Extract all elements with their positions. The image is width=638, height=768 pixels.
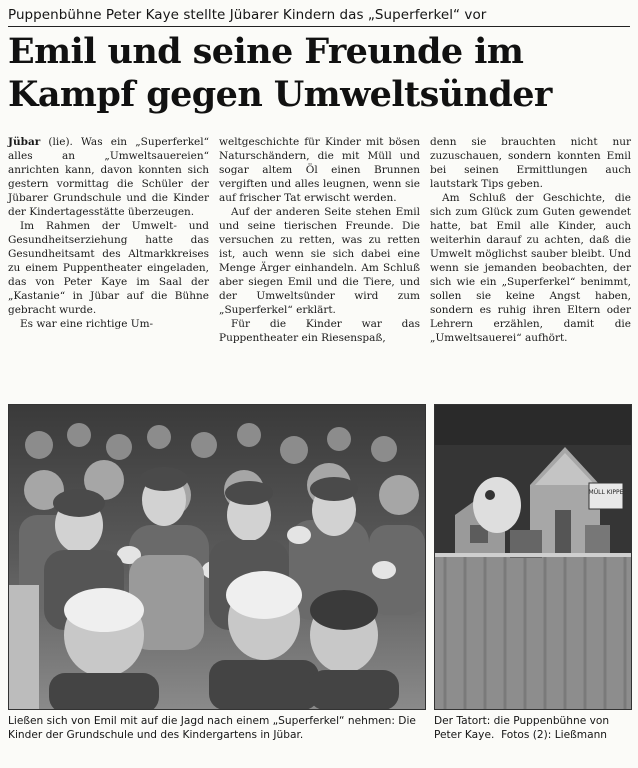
puppet-stage-photo (434, 404, 632, 710)
paragraph-text: (lie). Was ein „Superferkel“ alles an „Umweltsauereien“ anrichten kann, davon konnten sich gestern vormittag die Schüler der Jübarer Grundschule und die Kinder der Kindertagesstätte überzeugen. (8, 136, 209, 218)
paragraph: weltgeschichte für Kinder mit bösen Naturschändern, die mit Müll und sogar altem Öl einen Brunnen vergiften und alles leugnen, wenn sie auf frischer Tat erwischt werden. (219, 136, 420, 204)
paragraph: Es war eine richtige Um- (20, 318, 154, 330)
photo-credit: Fotos (2): Ließmann (494, 729, 608, 741)
paragraph: Im Rahmen der Umwelt- und Gesundheitserziehung hatte das Gesundheitsamt des Altmarkkreises zu einem Puppentheater eingeladen, das von Peter Kaye im Saal der „Kastanie“ in Jübar auf die Bühne gebracht wurde. (8, 220, 209, 316)
paragraph (8, 135, 209, 219)
audience-photo (8, 404, 426, 710)
article-column-3 (430, 135, 631, 345)
headline-line-1: Emil und seine Freunde im (8, 31, 524, 72)
article-column-1 (8, 135, 209, 331)
paragraph: Am Schluß der Geschichte, die sich zum Glück zum Guten gewendet hatte, bat Emil alle Kinder, auch weiterhin darauf zu achten, daß die Umwelt möglichst sauber bleibt. Und wenn sie jemanden beobachten, der sich wie ein „Superferkel“ benimmt, sollen sie keine Angst haben, sondern es ruhig ihren Eltern oder Lehrern erzählen, damit die „Umweltsauerei“ aufhört. (430, 192, 631, 344)
kicker-divider (8, 26, 630, 27)
kicker-line: Puppenbühne Peter Kaye stellte Jübarer Kindern das „Superferkel“ vor (8, 7, 487, 23)
stage-sign-text: MÜLL KIPPE (588, 489, 624, 496)
audience-photo-caption: Ließen sich von Emil mit auf die Jagd nach einem „Superferkel“ nehmen: Die Kinder der Grundschule und des Kindergartens in Jübar. (8, 715, 416, 741)
paragraph: denn sie brauchten nicht nur zuzuschauen, sondern konnten Emil bei seinen Ermittlungen auch lautstark Tips geben. (430, 136, 631, 190)
audience-photo-image (9, 405, 425, 709)
article-column-2 (219, 135, 420, 345)
headline-line-2: Kampf gegen Umweltsünder (8, 74, 552, 115)
caption-text: Der Tatort: die Puppenbühne von Peter Kaye. (434, 715, 610, 741)
paragraph: Für die Kinder war das Puppentheater ein Riesenspaß, (219, 318, 420, 344)
headline (8, 30, 632, 116)
stage-photo-caption (434, 714, 634, 742)
paragraph: Auf der anderen Seite stehen Emil und seine tierischen Freunde. Die versuchen zu retten, was zu retten ist, auch wenn sie sich dabei eine Menge Ärger einhandeln. Am Schluß aber siegen Emil und die Tiere, und der Umweltsünder wird zum „Superferkel“ erklärt. (219, 206, 420, 316)
puppet-stage-image (435, 405, 631, 709)
dateline: Jübar (8, 136, 41, 148)
